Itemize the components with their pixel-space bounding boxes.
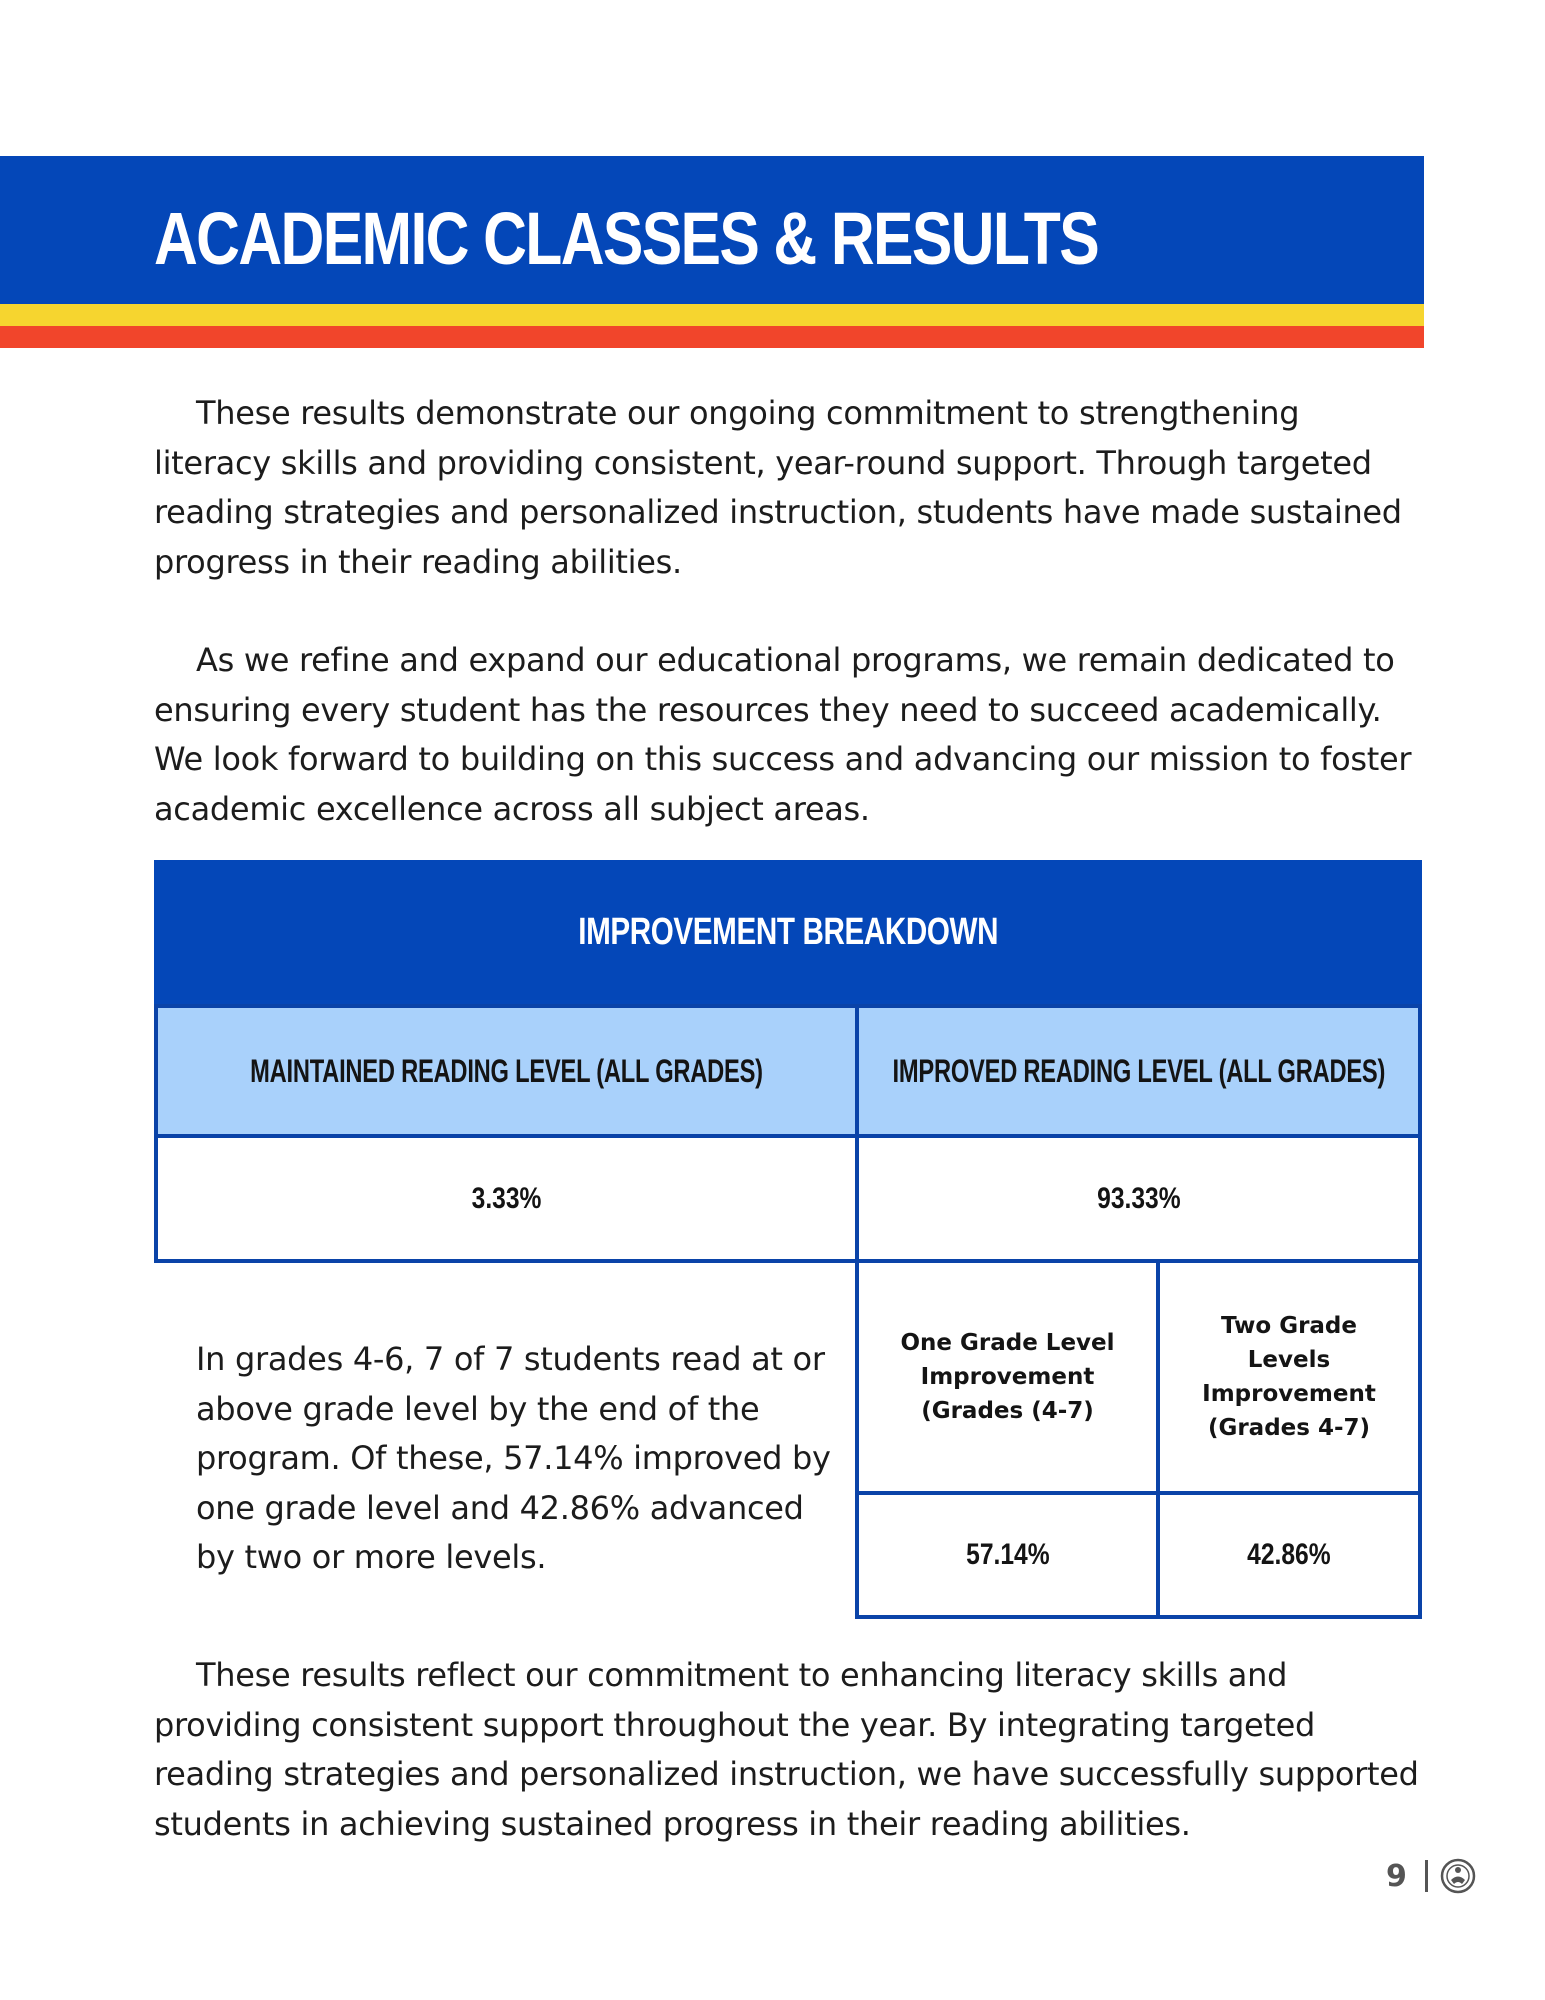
page-footer xyxy=(1386,1856,1476,1896)
banner-yellow-stripe xyxy=(0,304,1424,326)
one-grade-level-value: 57.14% xyxy=(965,1538,1050,1571)
maintained-reading-header-cell xyxy=(154,1004,859,1138)
page-number: 9 xyxy=(1386,1858,1407,1894)
banner-red-stripe xyxy=(0,326,1424,348)
two-grade-levels-label: Two Grade Levels Improvement (Grades 4-7) xyxy=(1202,1313,1376,1441)
two-grade-levels-value-cell xyxy=(1156,1491,1422,1619)
organization-logo-icon xyxy=(1440,1858,1476,1894)
intro-paragraph-2: As we refine and expand our educational programs, we remain dedicated to ensuring every student has the resources they need to succeed academically. We look forward to building on this success and advancing our mission to foster academic excellence across all subject areas. xyxy=(154,641,1412,828)
footer-divider xyxy=(1425,1860,1428,1892)
improved-reading-label: IMPROVED READING LEVEL (ALL GRADES) xyxy=(892,1052,1385,1089)
improved-reading-value: 93.33% xyxy=(1096,1181,1181,1215)
improvement-table-title: IMPROVEMENT BREAKDOWN xyxy=(578,910,998,953)
maintained-reading-label: MAINTAINED READING LEVEL (ALL GRADES) xyxy=(250,1052,763,1089)
two-grade-levels-header-cell xyxy=(1156,1259,1422,1495)
grades-4-6-summary: In grades 4-6, 7 of 7 students read at or above grade level by the end of the program. Of these, 57.14% improved by one grade level and 42.86% advanced by two or more levels. xyxy=(196,1340,831,1576)
improved-reading-value-cell xyxy=(855,1134,1422,1263)
one-grade-level-label: One Grade Level Improvement (Grades (4-7) xyxy=(900,1330,1115,1424)
page-title: ACADEMIC CLASSES & RESULTS xyxy=(154,197,1099,280)
header-banner xyxy=(0,156,1424,348)
one-grade-level-value-cell xyxy=(855,1491,1160,1619)
maintained-reading-value: 3.33% xyxy=(471,1181,542,1215)
improvement-table-header xyxy=(154,860,1422,1004)
closing-paragraph: These results reflect our commitment to enhancing literacy skills and providing consistent support throughout the year. By integrating targeted reading strategies and personalized instruction, we have successfully supported students in achieving sustained progress in their reading abilities. xyxy=(154,1656,1419,1843)
maintained-reading-value-cell xyxy=(154,1134,859,1263)
two-grade-levels-value: 42.86% xyxy=(1247,1538,1331,1571)
intro-paragraph-1: These results demonstrate our ongoing commitment to strengthening literacy skills and providing consistent, year-round support. Through targeted reading strategies and personalized instruction, students have made sustained progress in their reading abilities. xyxy=(154,394,1402,581)
one-grade-level-header-cell xyxy=(855,1259,1160,1495)
improved-reading-header-cell xyxy=(855,1004,1422,1138)
